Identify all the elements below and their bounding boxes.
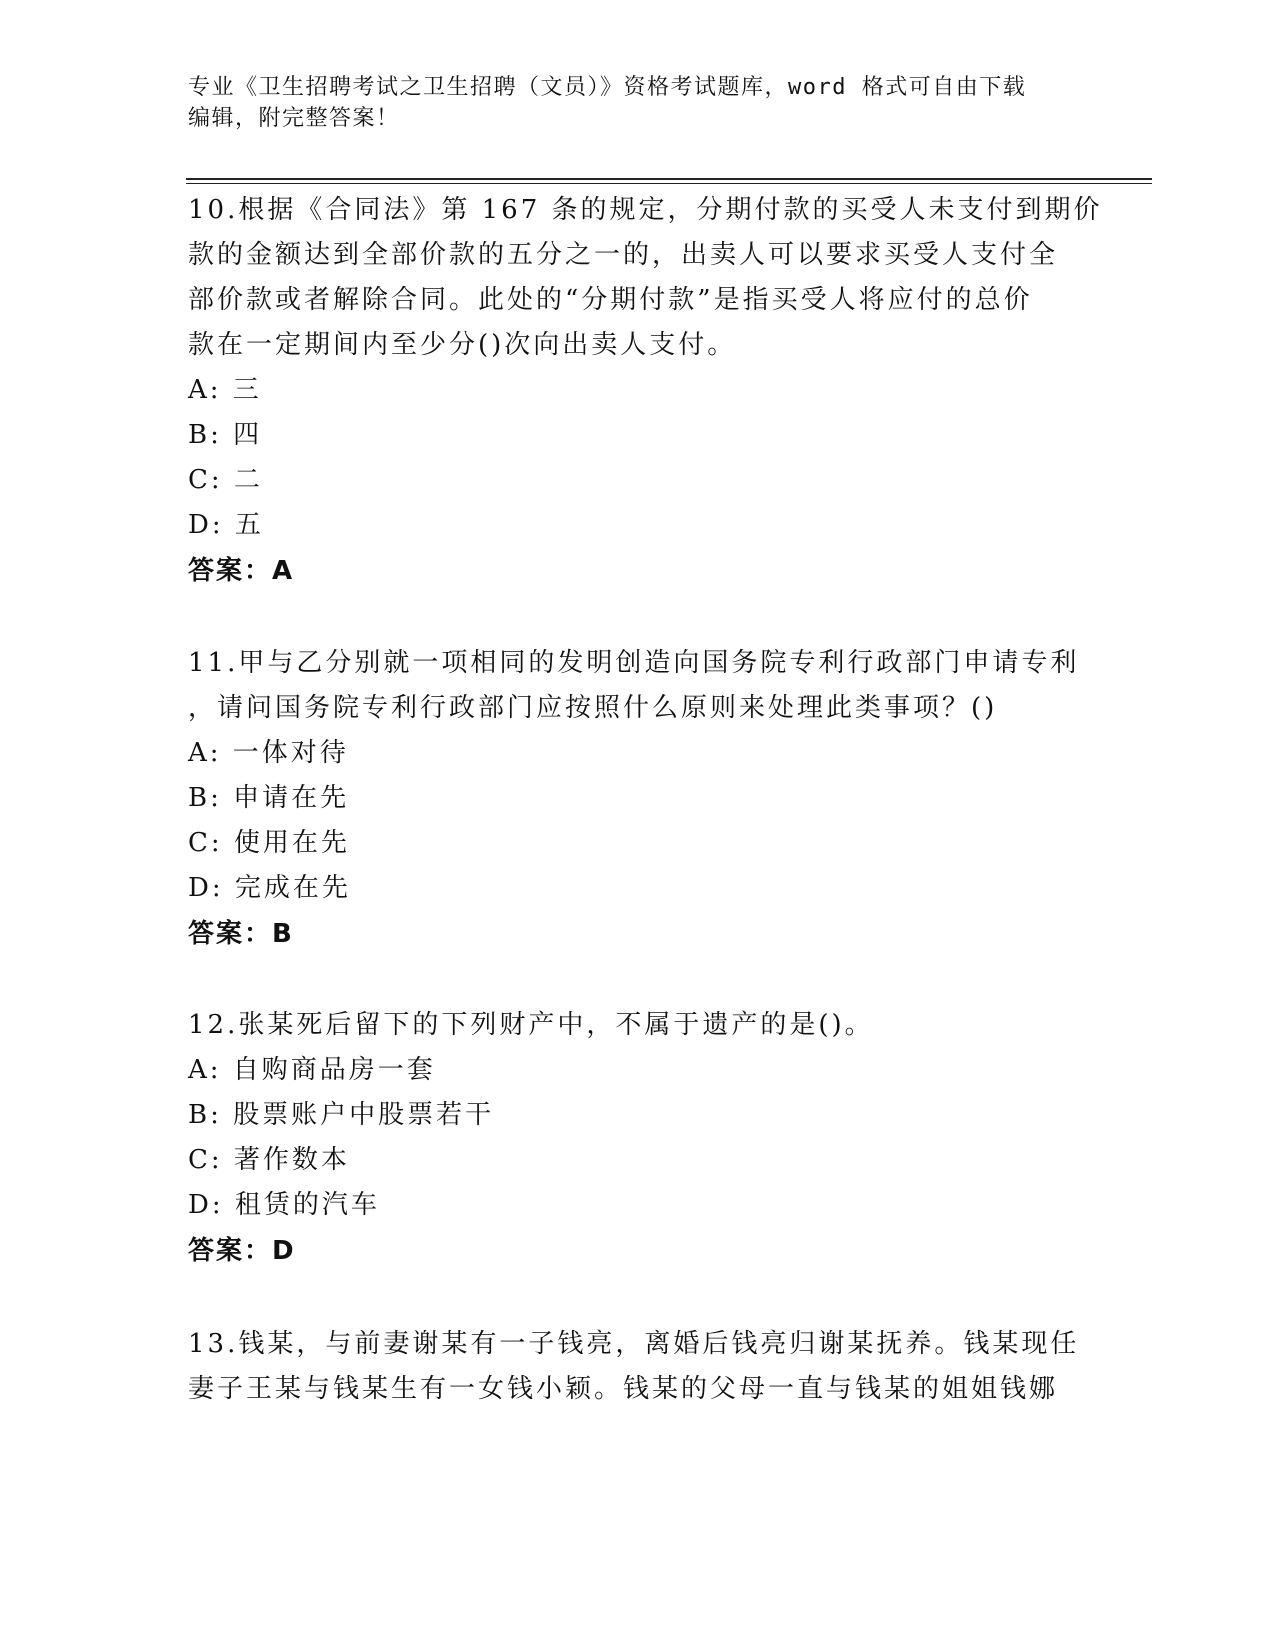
- option-d: D: 五: [188, 510, 264, 540]
- question-text-line: ，请问国务院专利行政部门应按照什么原则来处理此类事项？(): [188, 693, 998, 723]
- answer-label: 答案：B: [188, 919, 294, 949]
- header-divider-thin: [186, 183, 1152, 184]
- question-text-line: 12.张某死后留下的下列财产中，不属于遗产的是()。: [188, 1010, 874, 1040]
- header-line-1: 专业《卫生招聘考试之卫生招聘（文员）》资格考试题库，word 格式可自由下载: [188, 75, 1027, 100]
- option-b: B: 四: [188, 420, 263, 450]
- option-d: D: 完成在先: [188, 873, 351, 903]
- answer-label: 答案：D: [188, 1236, 296, 1266]
- option-d: D: 租赁的汽车: [188, 1190, 380, 1220]
- question-text-line: 款的金额达到全部价款的五分之一的，出卖人可以要求买受人支付全: [188, 240, 1059, 270]
- header-line-2: 编辑，附完整答案！: [188, 106, 400, 131]
- answer-label: 答案：A: [188, 556, 295, 586]
- question-text-line: 部价款或者解除合同。此处的“分期付款”是指买受人将应付的总价: [188, 285, 1033, 315]
- question-10: [188, 188, 1103, 594]
- header-divider-thick: [186, 178, 1152, 180]
- option-c: C: 著作数本: [188, 1145, 350, 1175]
- option-a: A: 自购商品房一套: [188, 1055, 436, 1085]
- question-text-line: 11.甲与乙分别就一项相同的发明创造向国务院专利行政部门申请专利: [188, 648, 1080, 678]
- option-b: B: 股票账户中股票若干: [188, 1100, 495, 1130]
- question-12: [188, 1003, 1088, 1274]
- question-13: [188, 1322, 1088, 1412]
- question-text-line: 10.根据《合同法》第 167 条的规定，分期付款的买受人未支付到期价: [188, 195, 1103, 225]
- option-c: C: 使用在先: [188, 828, 350, 858]
- option-a: A: 三: [188, 375, 262, 405]
- question-text-line: 款在一定期间内至少分()次向出卖人支付。: [188, 330, 737, 360]
- option-a: A: 一体对待: [188, 738, 349, 768]
- question-text-line: 妻子王某与钱某生有一女钱小颖。钱某的父母一直与钱某的姐姐钱娜: [188, 1374, 1059, 1404]
- question-11: [188, 641, 1088, 957]
- option-c: C: 二: [188, 465, 263, 495]
- question-text-line: 13.钱某，与前妻谢某有一子钱亮，离婚后钱亮归谢某抚养。钱某现任: [188, 1329, 1080, 1359]
- document-header: [188, 72, 1068, 134]
- option-b: B: 申请在先: [188, 783, 350, 813]
